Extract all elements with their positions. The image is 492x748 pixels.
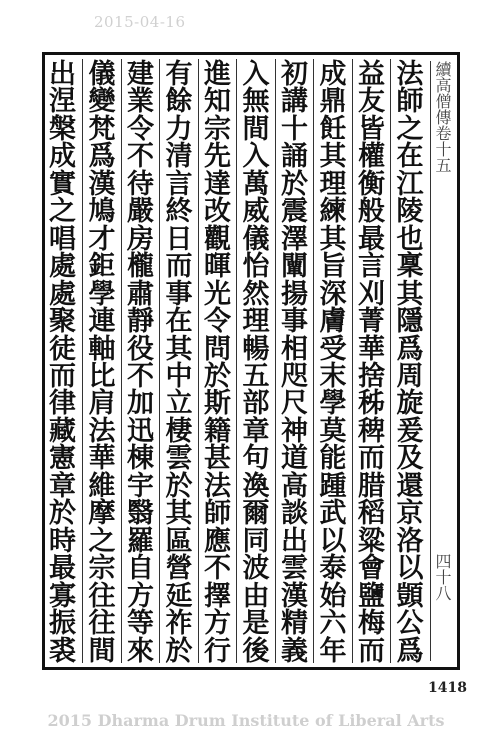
text-column: 成 鼎 飪 其 理 練 其 旨 深 膚 受 末 學 莫 能 踵 武 以 泰 始 六 年 [313,59,352,663]
text-frame [42,52,460,670]
text-column: 建 業 令 不 待 嚴 房 櫳 肅 靜 役 不 加 迅 棟 宇 翳 羅 自 方 等 來 [121,59,160,663]
text-column: 有 餘 力 清 言 終 日 而 事 在 其 中 立 棲 雲 於 其 區 營 延 祚 於 [159,59,198,663]
page-number: 1418 [428,680,467,696]
text-column: 益 友 皆 權 衡 般 最 言 刈 菁 華 捨 秭 稗 而 腊 稻 粱 會 鹽 梅 而 [352,59,391,663]
side-label-bottom: 四十八 [433,553,452,601]
text-column: 出 涅 槃 成 實 之 唱 處 處 聚 徒 而 律 藏 憲 章 於 時 最 寡 振 裘 [49,59,76,663]
text-column: 初 講 十 誦 於 震 澤 闡 揚 事 相 咫 尺 神 道 高 談 出 雲 漢 精 義 [275,59,314,663]
text-column: 入 無 間 入 萬 威 儀 怡 然 理 暢 五 部 章 句 渙 爾 同 波 由 是 後 [236,59,275,663]
side-label [430,61,453,661]
capture-date: 2015-04-16 [94,13,186,31]
text-column: 儀 變 梵 爲 漢 鳩 才 鉅 學 連 軸 比 肩 法 華 維 摩 之 宗 往 往 間 [82,59,121,663]
text-column: 進 知 宗 先 達 改 觀 暉 光 令 問 於 斯 籍 甚 法 師 應 不 擇 方 行 [198,59,237,663]
text-column: 法 師 之 在 江 陵 也 稟 其 隱 爲 周 旋 爰 及 還 京 洛 以 顗 公 爲 [390,59,429,663]
side-label-top: 續高僧傳卷十五 [433,61,452,173]
watermark: 2015 Dharma Drum Institute of Liberal Arts [47,711,445,730]
